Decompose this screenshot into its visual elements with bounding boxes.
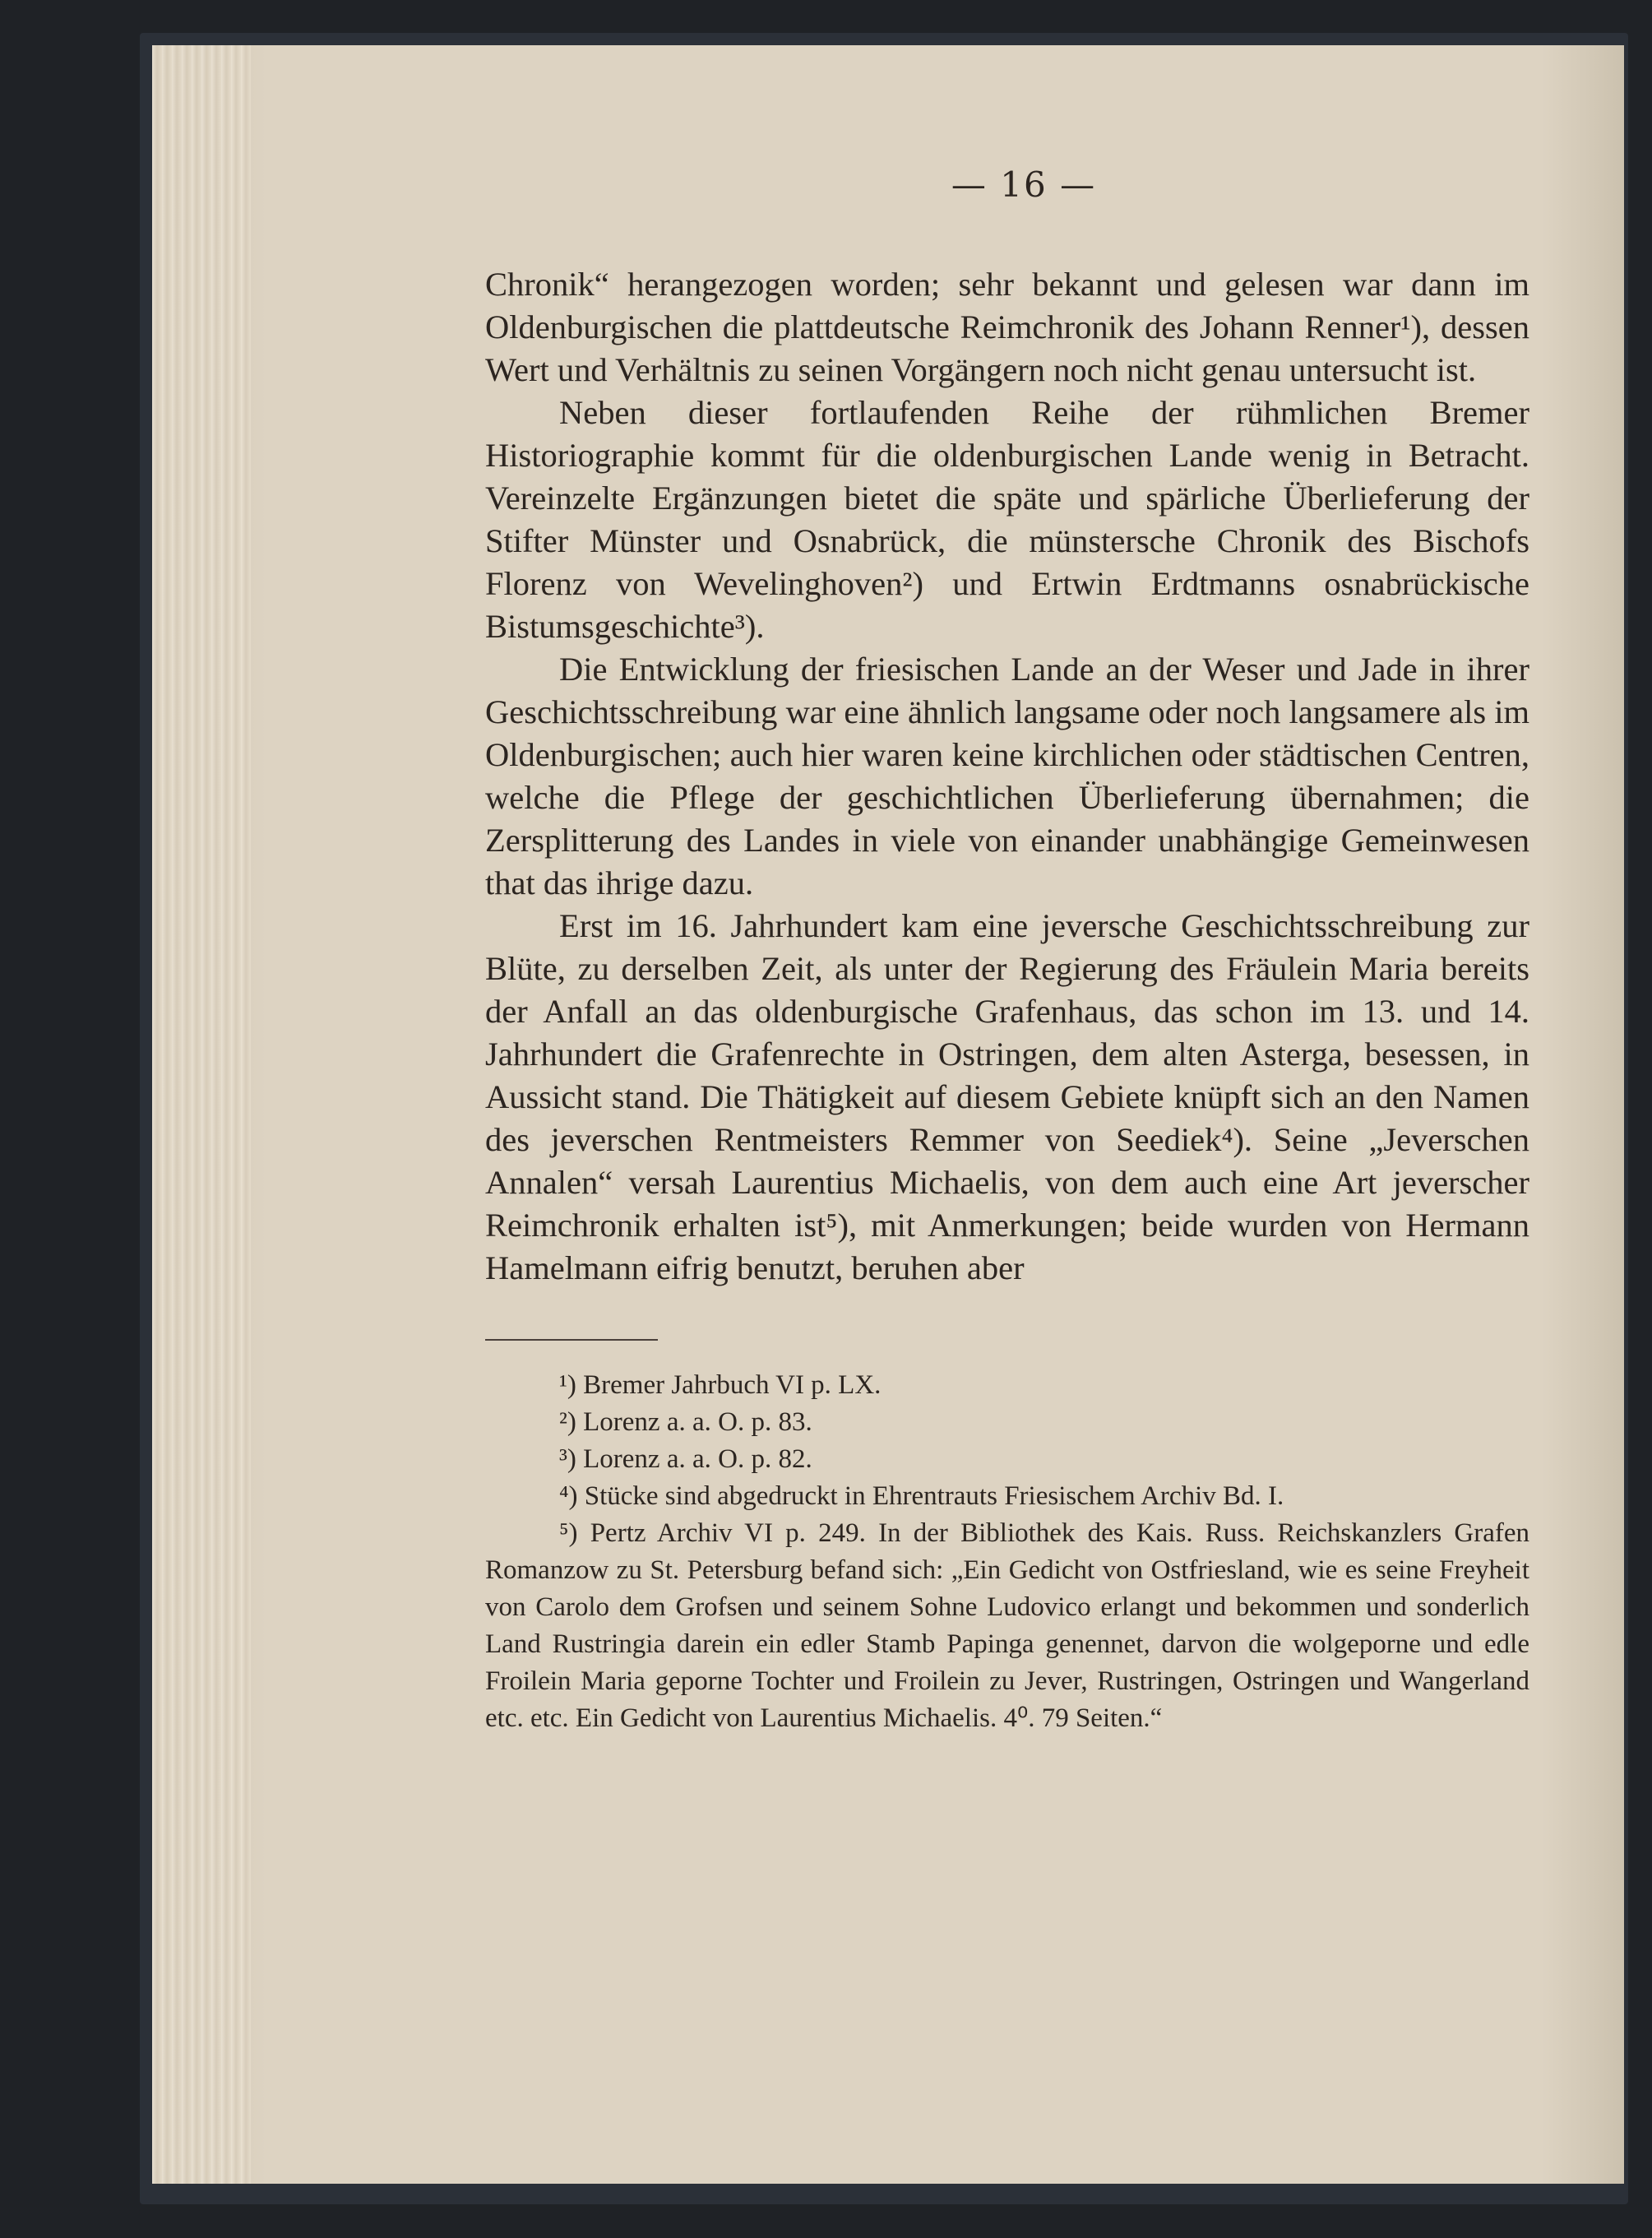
- footnote-3: ³) Lorenz a. a. O. p. 82.: [559, 1444, 812, 1474]
- paragraph-4: Erst im 16. Jahrhundert kam eine jeversche Geschichtsschreibung zur Blüte, zu derselben Zeit, als unter der Regierung des Fräulein Maria bereits der Anfall an das oldenburgische Grafenhaus, das schon im 13. und 14. Jahrhundert die Grafenrechte in Ostringen, dem alten Asterga, besessen, in Aussicht stand. Die Thätigkeit auf diesem Gebiete knüpft sich an den Namen des jeverschen Rentmeisters Remmer von Seediek⁴). Seine „Jeverschen Annalen“ versah Laurentius Michaelis, von dem auch eine Art jeverscher Reimchronik erhalten ist⁵), mit Anmerkungen; beide wurden von Hermann Hamelmann eifrig benutzt, beruhen aber: [485, 907, 1529, 1286]
- page-edges: [152, 45, 251, 2184]
- page-number: — 16 —: [951, 164, 1097, 205]
- footnote-separator: [485, 1339, 658, 1341]
- paragraph-3: Die Entwicklung der friesischen Lande an der Weser und Jade in ihrer Geschichtsschreibung war eine ähnlich langsame oder noch langsamere als im Oldenburgischen; auch hier waren keine kirchlichen oder städtischen Centren, welche die Pflege der geschichtlichen Überlieferung übernahmen; die Zersplitterung des Landes in viele von einander unabhängige Gemeinwesen that das ihrige dazu.: [485, 651, 1529, 901]
- footnote-1: ¹) Bremer Jahrbuch VI p. LX.: [559, 1370, 882, 1400]
- paragraph-2: Neben dieser fortlaufenden Reihe der rühmlichen Bremer Historiographie kommt für die oldenburgischen Lande wenig in Betracht. Vereinzelte Ergänzungen bietet die späte und spärliche Überlieferung der Stifter Münster und Osnabrück, die münstersche Chronik des Bischofs Florenz von Wevelinghoven²) und Ertwin Erdtmanns osnabrückische Bistumsgeschichte³).: [485, 394, 1529, 645]
- footnote-5: ⁵) Pertz Archiv VI p. 249. In der Bibliothek des Kais. Russ. Reichskanzlers Grafen Romanzow zu St. Petersburg befand sich: „Ein Gedicht von Ostfriesland, wie es seine Freyheit von Carolo dem Grofsen und seinem Sohne Ludovico erlangt und bekommen und sonderlich Land Rustringia darein ein edler Stamb Papinga genennet, darvon die wolgeporne und edle Froilein Maria geporne Tochter und Froilein zu Jever, Rustringen, Ostringen und Wangerland etc. etc. Ein Gedicht von Laurentius Michaelis. 4⁰. 79 Seiten.“: [485, 1518, 1529, 1733]
- page-content: [485, 164, 1529, 1737]
- paragraph-1: Chronik“ herangezogen worden; sehr bekannt und gelesen war dann im Oldenburgischen die plattdeutsche Reimchronik des Johann Renner¹), dessen Wert und Verhältnis zu seinen Vorgängern noch nicht genau untersucht ist.: [485, 266, 1529, 388]
- body-text: [485, 263, 1529, 1290]
- footnotes: [485, 1367, 1529, 1737]
- footnote-2: ²) Lorenz a. a. O. p. 83.: [559, 1407, 812, 1437]
- footnote-4: ⁴) Stücke sind abgedruckt in Ehrentrauts Friesischem Archiv Bd. I.: [559, 1481, 1284, 1511]
